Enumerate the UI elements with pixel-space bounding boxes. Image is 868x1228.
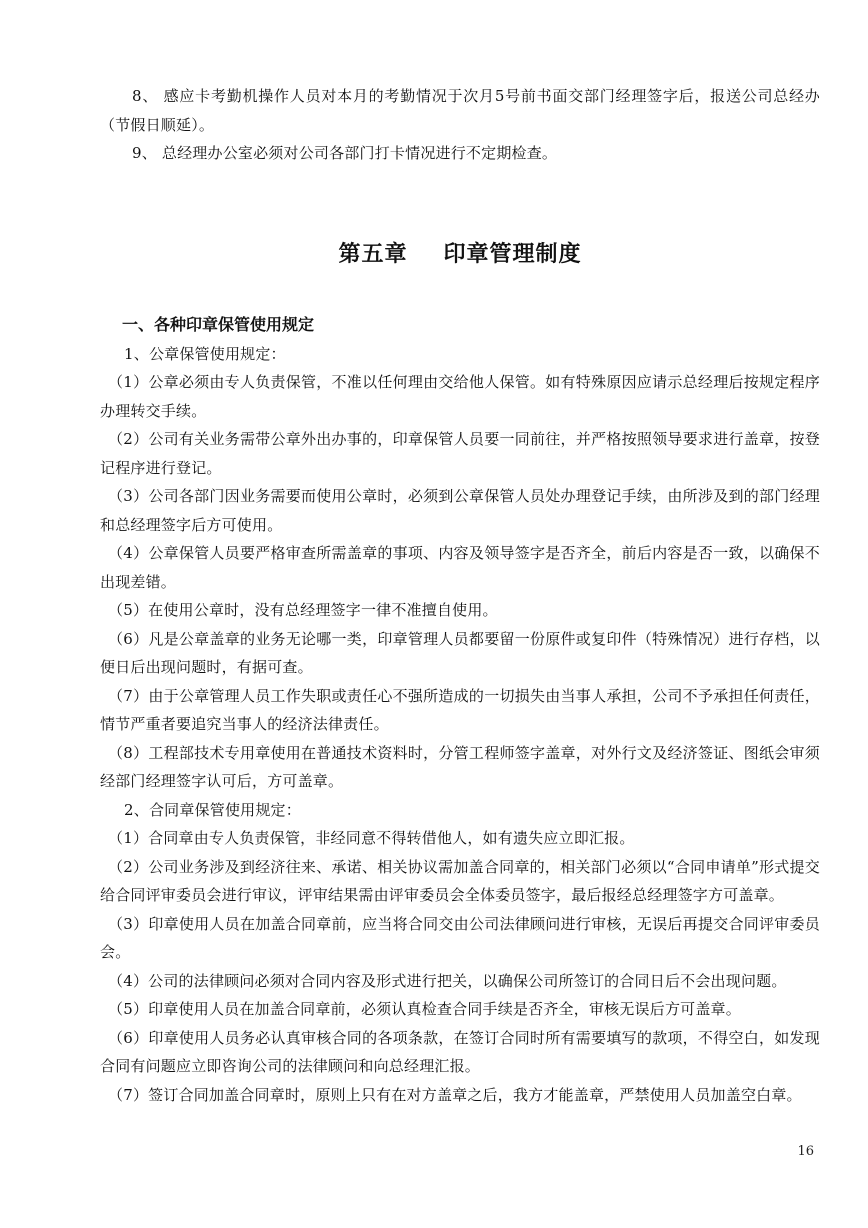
seal-rule-8: （8）工程部技术专用章使用在普通技术资料时，分管工程师签字盖章，对外行文及经济签证、图纸会审须经部门经理签字认可后，方可盖章。 — [100, 743, 820, 790]
seal-rule-5: （5）在使用公章时，没有总经理签字一律不准擅自使用。 — [108, 601, 498, 619]
chapter-title — [100, 240, 820, 270]
seal-rule-7: （7）由于公章管理人员工作失职或责任心不强所造成的一切损失由当事人承担，公司不予承担任何责任，情节严重者要追究当事人的经济法律责任。 — [100, 686, 820, 733]
section-title: 一、各种印章保管使用规定 — [122, 314, 315, 334]
subsection-title-contract-seal: 2、合同章保管使用规定： — [124, 800, 301, 819]
page-number: 16 — [797, 1144, 814, 1159]
contract-seal-rule-1: （1）合同章由专人负责保管，非经同意不得转借他人，如有遗失应立即汇报。 — [108, 829, 635, 847]
contract-seal-rule-5: （5）印章使用人员在加盖合同章前，必须认真检查合同手续是否齐全，审核无误后方可盖章。 — [108, 1000, 741, 1018]
seal-rule-6: （6）凡是公章盖章的业务无论哪一类，印章管理人员都要留一份原件或复印件（特殊情况）进行存档，以便日后出现问题时，有据可查。 — [100, 629, 820, 676]
intro-item-8: 8、 感应卡考勤机操作人员对本月的考勤情况于次月5号前书面交部门经理签字后，报送公司总经办（节假日顺延）。 — [100, 87, 820, 134]
seal-rule-1: （1）公章必须由专人负责保管，不准以任何理由交给他人保管。如有特殊原因应请示总经理后按规定程序办理转交手续。 — [100, 373, 820, 420]
contract-seal-rule-7: （7）签订合同加盖合同章时，原则上只有在对方盖章之后，我方才能盖章，严禁使用人员加盖空白章。 — [108, 1085, 802, 1104]
subsection-title-seal: 1、公章保管使用规定： — [124, 344, 286, 363]
intro-item-9: 9、 总经理办公室必须对公司各部门打卡情况进行不定期检查。 — [132, 144, 558, 162]
chapter-number: 第五章 — [338, 241, 408, 267]
seal-rule-2: （2）公司有关业务需带公章外出办事的，印章保管人员要一同前往，并严格按照领导要求进行盖章，按登记程序进行登记。 — [100, 430, 820, 477]
contract-seal-rule-2: （2）公司业务涉及到经济往来、承诺、相关协议需加盖合同章的，相关部门必须以“合同申请单”形式提交给合同评审委员会进行审议，评审结果需由评审委员会全体委员签字，最后报经总经理签字方可盖章。 — [100, 857, 820, 904]
contract-seal-rule-3: （3）印章使用人员在加盖合同章前，应当将合同交由公司法律顾问进行审核，无误后再提交合同评审委员会。 — [100, 914, 820, 961]
seal-rule-3: （3）公司各部门因业务需要而使用公章时，必须到公章保管人员处办理登记手续，由所涉及到的部门经理和总经理签字后方可使用。 — [100, 487, 820, 534]
contract-seal-rule-6: （6）印章使用人员务必认真审核合同的各项条款，在签订合同时所有需要填写的款项，不得空白，如发现合同有问题应立即咨询公司的法律顾问和向总经理汇报。 — [100, 1028, 820, 1075]
contract-seal-rule-4: （4）公司的法律顾问必须对合同内容及形式进行把关，以确保公司所签订的合同日后不会出现问题。 — [108, 971, 787, 990]
seal-rule-4: （4）公章保管人员要严格审查所需盖章的事项、内容及领导签字是否齐全，前后内容是否一致，以确保不出现差错。 — [100, 544, 820, 591]
page-content — [100, 82, 820, 1109]
chapter-name: 印章管理制度 — [443, 241, 582, 267]
